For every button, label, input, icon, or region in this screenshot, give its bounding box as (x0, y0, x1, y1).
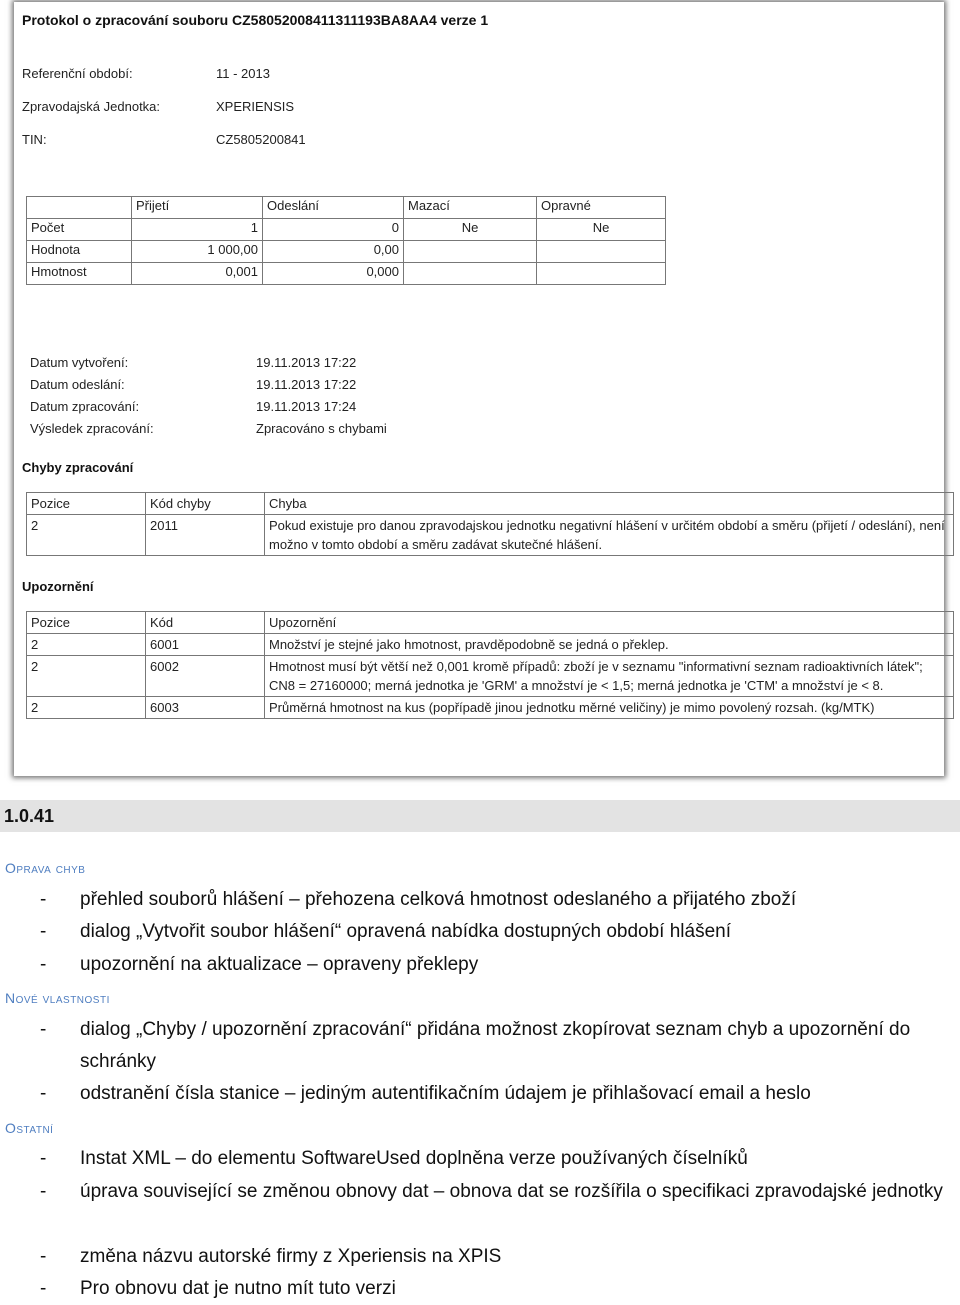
bullet-dash: - (40, 921, 47, 942)
list-item (40, 1241, 950, 1273)
meta-label-unit: Zpravodajská Jednotka: (22, 99, 161, 114)
protocol-title: Protokol o zpracování souboru CZ58052008411311193BA8AA4 verze 1 (22, 12, 489, 28)
bullet-dash: - (40, 1148, 47, 1169)
section-title-other: Ostatní (5, 1120, 54, 1136)
date-value-sent: 19.11.2013 17:22 (256, 377, 357, 392)
section-title-features: Nové vlastnosti (5, 990, 110, 1006)
summary-cell (537, 263, 666, 285)
list-item (40, 1273, 950, 1305)
warnings-table (26, 611, 954, 719)
meta-value-tin: CZ5805200841 (216, 132, 306, 147)
list-item (40, 1014, 950, 1078)
date-value-processed: 19.11.2013 17:24 (256, 399, 357, 414)
section-title-fixes: Oprava chyb (5, 860, 86, 876)
warnings-cell: Hmotnost musí být větší než 0,001 kromě případů: zboží je v seznamu "informativní seznam radioaktivních látek"; CN8 = 27160000; merná jednotka je 'GRM' a množství je < 1,5; merná jednotka je 'CTM' a množství je < 8. (265, 656, 954, 697)
warnings-header-cell: Pozice (27, 612, 146, 634)
summary-cell (404, 241, 537, 263)
meta-value-unit: XPERIENSIS (216, 99, 295, 114)
bullet-dash: - (40, 954, 47, 975)
bullet-dash: - (40, 1019, 47, 1040)
date-label-created: Datum vytvoření: (30, 355, 129, 370)
summary-cell: Počet (27, 219, 132, 241)
summary-header-cell: Odeslání (263, 197, 404, 219)
errors-heading: Chyby zpracování (22, 460, 134, 475)
summary-cell: 0,001 (132, 263, 263, 285)
date-value-created: 19.11.2013 17:22 (256, 355, 357, 370)
list-item-text: dialog „Vytvořit soubor hlášení“ opravená nabídka dostupných období hlášení (80, 921, 732, 942)
list-item-text: změna názvu autorské firmy z Xperiensis na XPIS (80, 1246, 502, 1267)
summary-cell (404, 263, 537, 285)
warnings-heading: Upozornění (22, 579, 94, 594)
list-item (40, 1078, 950, 1110)
warnings-cell: 6002 (146, 656, 265, 697)
bullet-dash: - (40, 889, 47, 910)
summary-header-cell (27, 197, 132, 219)
summary-cell: 1 (132, 219, 263, 241)
warnings-header-cell: Upozornění (265, 612, 954, 634)
warnings-cell: 6001 (146, 634, 265, 656)
list-item-text: přehled souborů hlášení – přehozena celková hmotnost odeslaného a přijatého zboží (80, 889, 797, 910)
errors-row (27, 515, 954, 556)
list-item-text: úprava související se změnou obnovy dat – obnova dat se rozšířila o specifikaci zpravodajské jednotky (80, 1181, 943, 1202)
bullet-dash: - (40, 1181, 47, 1202)
list-item (40, 1176, 950, 1208)
warnings-cell: 2 (27, 656, 146, 697)
summary-header-cell: Opravné (537, 197, 666, 219)
date-label-sent: Datum odeslání: (30, 377, 125, 392)
summary-cell: 0,00 (263, 241, 404, 263)
summary-header-cell: Mazací (404, 197, 537, 219)
warnings-row (27, 697, 954, 719)
summary-header-row (27, 197, 666, 219)
meta-value-period: 11 - 2013 (216, 66, 270, 81)
summary-cell (537, 241, 666, 263)
result-value: Zpracováno s chybami (256, 421, 387, 436)
bullet-dash: - (40, 1083, 47, 1104)
summary-cell: 1 000,00 (132, 241, 263, 263)
summary-row (27, 219, 666, 241)
summary-cell: 0 (263, 219, 404, 241)
warnings-row (27, 656, 954, 697)
errors-cell: Pokud existuje pro danou zpravodajskou jednotku negativní hlášení v určitém období a směru (přijetí / odeslání), není možno v tomto období a směru zadávat skutečné hlášení. (265, 515, 954, 556)
errors-cell: 2 (27, 515, 146, 556)
warnings-cell: 2 (27, 634, 146, 656)
list-item-text: dialog „Chyby / upozornění zpracování“ přidána možnost zkopírovat seznam chyb a upozornění do schránky (80, 1019, 911, 1072)
errors-header-row (27, 493, 954, 515)
warnings-cell: Množství je stejné jako hmotnost, pravděpodobně se jedná o překlep. (265, 634, 954, 656)
list-item-text: Pro obnovu dat je nutno mít tuto verzi (80, 1278, 396, 1299)
version-heading: 1.0.41 (0, 800, 960, 832)
bullet-dash: - (40, 1278, 47, 1299)
protocol-screenshot (14, 2, 944, 776)
list-item-text: upozornění na aktualizace – opraveny překlepy (80, 954, 479, 975)
summary-row (27, 263, 666, 285)
warnings-cell: Průměrná hmotnost na kus (popřípadě jinou jednotku měrné veličiny) je mimo povolený rozsah. (kg/MTK) (265, 697, 954, 719)
bullet-dash: - (40, 1246, 47, 1267)
errors-header-cell: Chyba (265, 493, 954, 515)
list-item-text: Instat XML – do elementu SoftwareUsed doplněna verze používaných číselníků (80, 1148, 748, 1169)
warnings-header-cell: Kód (146, 612, 265, 634)
meta-label-period: Referenční období: (22, 66, 133, 81)
summary-row (27, 241, 666, 263)
result-label: Výsledek zpracování: (30, 421, 154, 436)
summary-cell: 0,000 (263, 263, 404, 285)
summary-cell: Ne (404, 219, 537, 241)
list-item (40, 884, 950, 916)
errors-cell: 2011 (146, 515, 265, 556)
errors-header-cell: Pozice (27, 493, 146, 515)
errors-header-cell: Kód chyby (146, 493, 265, 515)
summary-header-cell: Přijetí (132, 197, 263, 219)
warnings-cell: 2 (27, 697, 146, 719)
list-item (40, 1143, 950, 1175)
warnings-header-row (27, 612, 954, 634)
meta-label-tin: TIN: (22, 132, 47, 147)
errors-table (26, 492, 954, 556)
summary-cell: Hmotnost (27, 263, 132, 285)
summary-table (26, 196, 666, 285)
warnings-row (27, 634, 954, 656)
list-item-text: odstranění čísla stanice – jediným autentifikačním údajem je přihlašovací email a heslo (80, 1083, 811, 1104)
warnings-cell: 6003 (146, 697, 265, 719)
summary-cell: Ne (537, 219, 666, 241)
summary-cell: Hodnota (27, 241, 132, 263)
list-item (40, 949, 950, 981)
list-item (40, 916, 950, 948)
date-label-processed: Datum zpracování: (30, 399, 140, 414)
